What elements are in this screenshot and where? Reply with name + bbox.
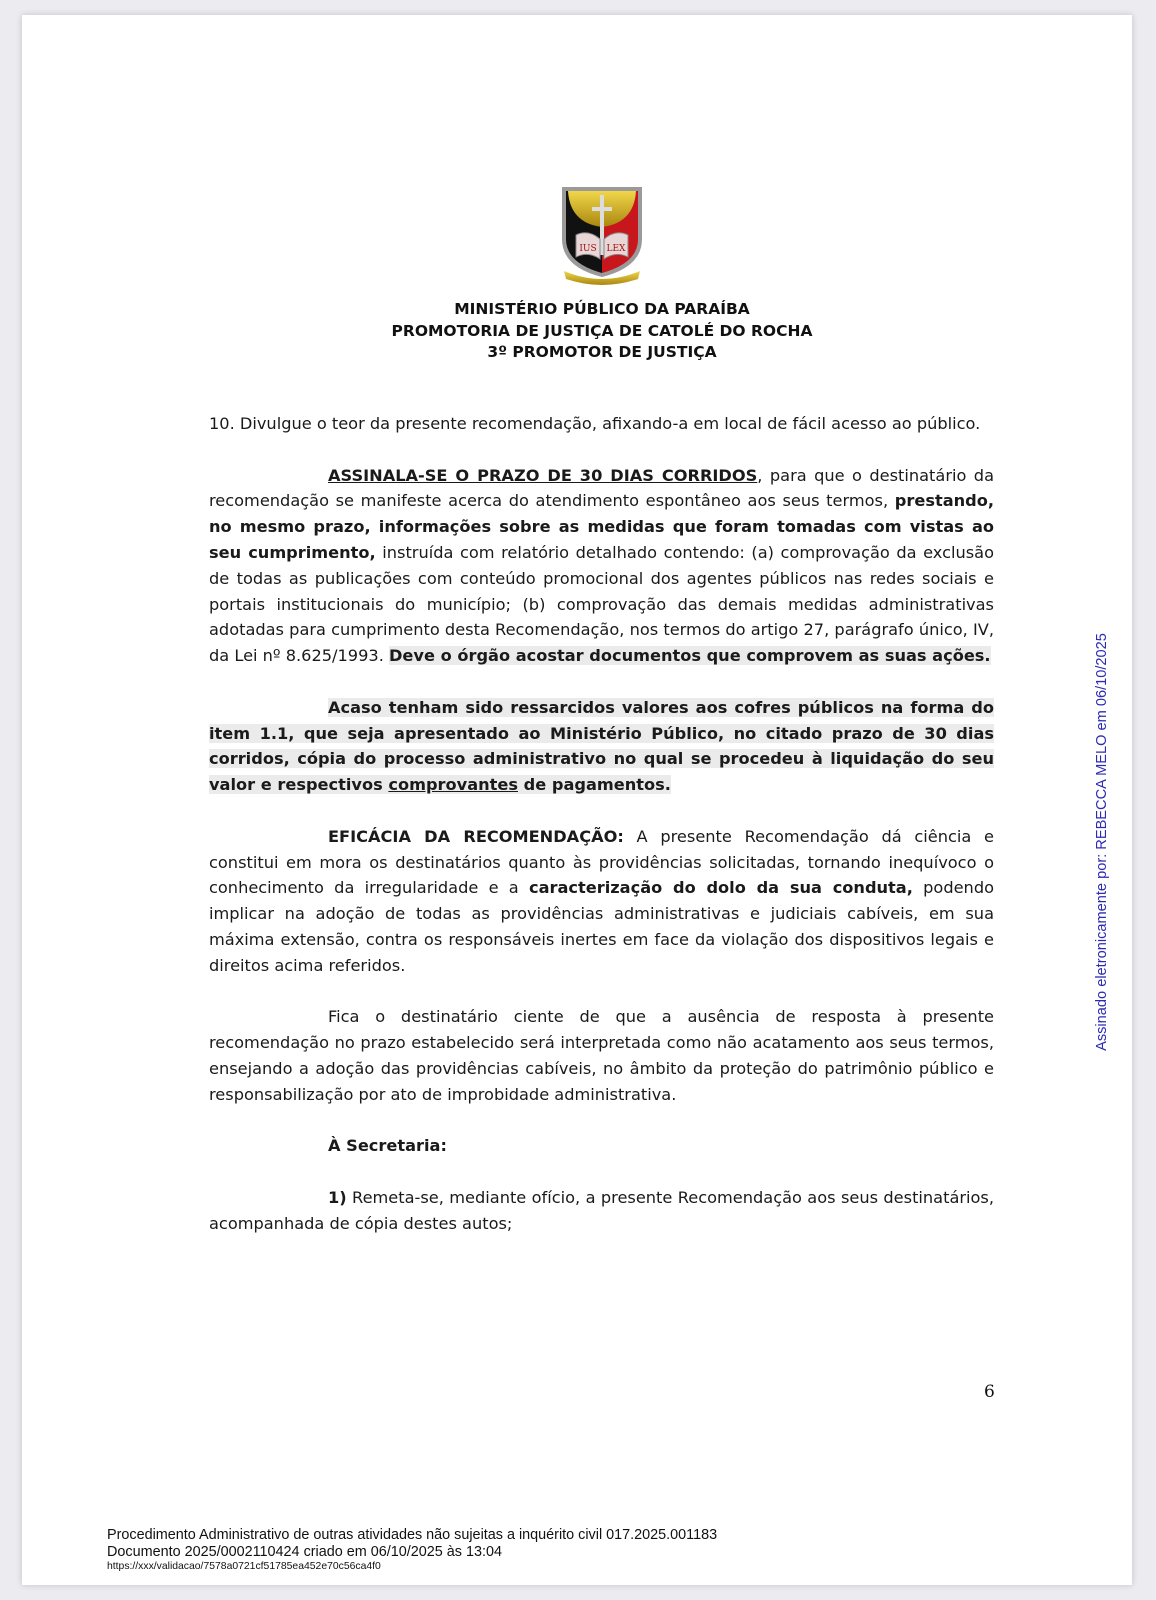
secretaria-heading	[209, 1133, 994, 1159]
letterhead-line-2: PROMOTORIA DE JUSTIÇA DE CATOLÉ DO ROCHA	[391, 321, 813, 340]
paragraph-deadline	[209, 463, 994, 669]
instruction-text: Remeta-se, mediante ofício, a presente Recomendação aos seus destinatários, acompanhada de cópia destes autos;	[209, 1187, 994, 1233]
deadline-text-bold: prestando, no mesmo prazo, informações sobre as medidas que foram tomadas com vistas ao seu cumprimento,	[209, 491, 994, 562]
letterhead	[0, 299, 1156, 364]
footer-validation-link[interactable]: https://xxx/validacao/7578a0721cf51785ea452e70c56ca4f0	[107, 1561, 381, 1572]
paragraph-item-10: 10. Divulgue o teor da presente recomendação, afixando-a em local de fácil acesso ao público.	[209, 414, 981, 433]
footer-procedure: Procedimento Administrativo de outras atividades não sujeitas a inquérito civil 017.2025.001183	[107, 1527, 718, 1543]
efficacy-text-1: A presente Recomendação dá ciência e constitui em mora os destinatários quanto às providências solicitadas, tornando inequívoco o conhecimento da irregularidade e a	[209, 826, 994, 898]
letterhead-line-3: 3º PROMOTOR DE JUSTIÇA	[487, 343, 717, 361]
instruction-number: 1)	[328, 1187, 347, 1207]
efficacy-text-2: podendo implicar na adoção de todas as providências administrativas e judiciais cabíveis, em sua máxima extensão, contra os responsáveis inertes em face da violação dos dispositivos legais e direitos acima referidos.	[209, 878, 994, 975]
deadline-text-highlight: Deve o órgão acostar documentos que comprovem as suas ações.	[389, 646, 991, 666]
paragraph-notice: Fica o destinatário ciente de que a ausência de resposta à presente recomendação no prazo estabelecido será interpretada como não acatamento aos seus termos, ensejando a adoção das providências cabíveis, no âmbito da proteção do patrimônio público e responsabilização por ato de improbidade administrativa.	[209, 1007, 994, 1104]
efficacy-text-bold: caracterização do dolo da sua conduta,	[528, 878, 913, 898]
crest-motto-left: IUS	[579, 244, 597, 254]
deadline-heading: ASSINALA-SE O PRAZO DE 30 DIAS CORRIDOS	[328, 465, 758, 485]
efficacy-heading: EFICÁCIA DA RECOMENDAÇÃO:	[328, 826, 624, 846]
document-body	[209, 411, 994, 1237]
deadline-text-1: , para que o destinatário da recomendação se manifeste acerca do atendimento espontâneo aos seus termos,	[209, 465, 995, 511]
crest-icon	[558, 183, 646, 287]
refund-text-1: Acaso tenham sido ressarcidos valores aos cofres públicos na forma do item 1.1, que seja apresentado ao Ministério Público, no citado prazo de 30 dias corridos, cópia do processo administrativo no qual se procedeu à liquidação do seu valor e respectivos	[209, 697, 994, 795]
document-footer	[107, 1527, 717, 1573]
paragraph-efficacy	[209, 824, 994, 979]
deadline-text-2: instruída com relatório detalhado contendo: (a) comprovação da exclusão de todas as publicações com conteúdo promocional dos agentes públicos nas redes sociais e portais institucionais do município; (b) comprovação das demais medidas administrativas adotadas para cumprimento desta Recomendação, nos termos do artigo 27, parágrafo único, IV, da Lei nº 8.625/1993.	[209, 542, 994, 666]
letterhead-line-1: MINISTÉRIO PÚBLICO DA PARAÍBA	[454, 300, 750, 318]
page-number: 6	[984, 1382, 995, 1402]
secretaria-label: À Secretaria:	[328, 1136, 447, 1156]
footer-document: Documento 2025/0002110424 criado em 06/10/2025 às 13:04	[107, 1543, 502, 1560]
refund-text-underline: comprovantes	[388, 775, 519, 795]
paragraph-instruction-1	[209, 1185, 994, 1237]
crest-motto-right: LEX	[606, 244, 626, 254]
electronic-signature: Assinado eletronicamente por: REBECCA MELO em 06/10/2025	[1094, 633, 1110, 1051]
paragraph-refund	[209, 695, 994, 798]
refund-text-2: de pagamentos.	[518, 775, 671, 795]
